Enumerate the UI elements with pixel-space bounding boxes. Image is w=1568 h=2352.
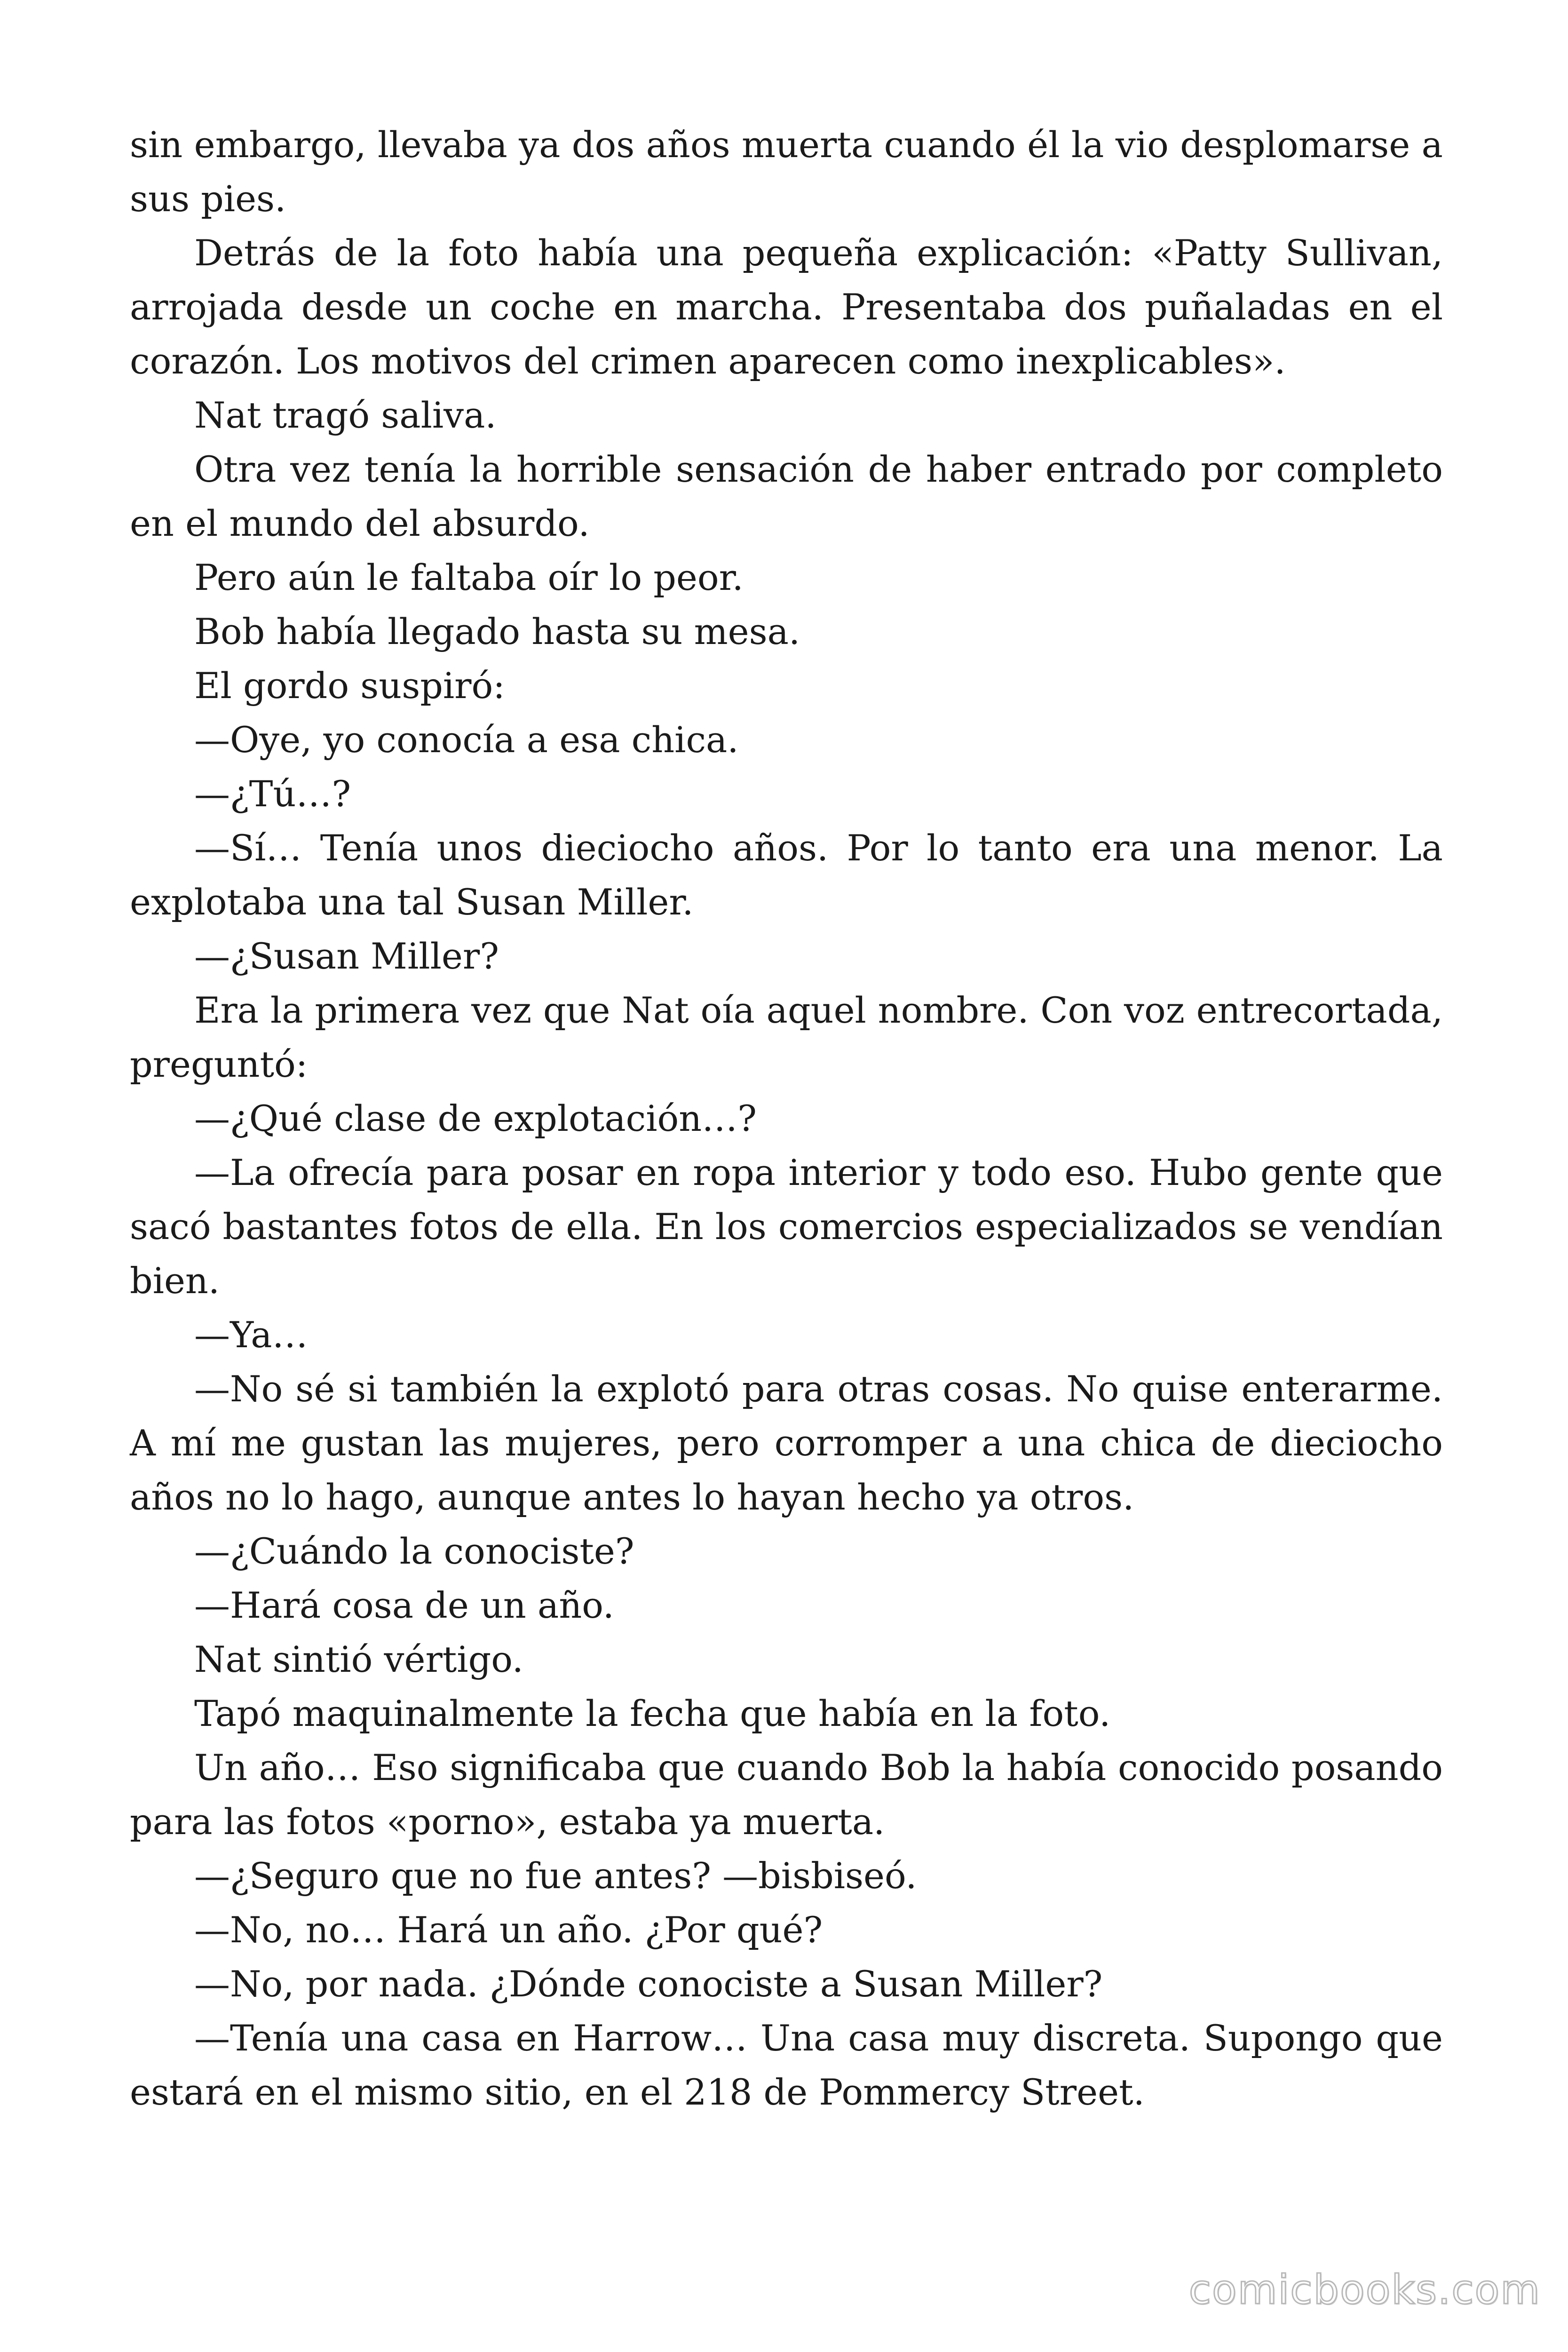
watermark: comicbooks.com (1188, 2266, 1541, 2313)
dialogue-line: —No, no… Hará un año. ¿Por qué? (194, 1909, 823, 1951)
paragraph: Pero aún le faltaba oír lo peor. (194, 556, 744, 598)
paragraph: Otra vez tenía la horrible sensación de haber entrado por completo en el mundo del absurdo. (130, 448, 1443, 544)
dialogue-line: —¿Tú…? (194, 773, 351, 815)
dialogue-line: —¿Cuándo la conociste? (194, 1530, 634, 1572)
paragraph: Tapó maquinalmente la fecha que había en la foto. (194, 1692, 1111, 1734)
dialogue-line: —No sé si también la explotó para otras cosas. No quise enterarme. A mí me gustan las mujeres, pero corromper a una chica de dieciocho años no lo hago, aunque antes lo hayan hecho ya otros. (130, 1368, 1443, 1518)
body-text (130, 118, 1443, 2119)
paragraph: Nat tragó saliva. (194, 394, 497, 436)
paragraph: Nat sintió vértigo. (194, 1638, 523, 1680)
dialogue-line: —Ya… (194, 1314, 308, 1356)
dialogue-line: —Sí… Tenía unos dieciocho años. Por lo tanto era una menor. La explotaba una tal Susan Miller. (130, 827, 1443, 923)
dialogue-line: —Oye, yo conocía a esa chica. (194, 719, 739, 761)
dialogue-line: —Tenía una casa en Harrow… Una casa muy discreta. Supongo que estará en el mismo sitio, en el 218 de Pommercy Street. (130, 2017, 1443, 2113)
dialogue-line: —No, por nada. ¿Dónde conociste a Susan Miller? (194, 1963, 1103, 2005)
paragraph: sin embargo, llevaba ya dos años muerta cuando él la vio desplomarse a sus pies. (130, 124, 1443, 220)
paragraph: Un año… Eso significaba que cuando Bob la había conocido posando para las fotos «porno», estaba ya muerta. (130, 1747, 1443, 1843)
dialogue-line: —La ofrecía para posar en ropa interior y todo eso. Hubo gente que sacó bastantes fotos de ella. En los comercios especializados se vendían bien. (130, 1152, 1443, 1302)
paragraph: Bob había llegado hasta su mesa. (194, 611, 800, 652)
dialogue-line: —¿Seguro que no fue antes? —bisbiseó. (194, 1855, 917, 1897)
dialogue-line: —¿Susan Miller? (194, 935, 499, 977)
dialogue-line: —Hará cosa de un año. (194, 1584, 614, 1626)
dialogue-line: —¿Qué clase de explotación…? (194, 1097, 757, 1139)
paragraph: El gordo suspiró: (194, 665, 505, 707)
paragraph: Detrás de la foto había una pequeña explicación: «Patty Sullivan, arrojada desde un coche en marcha. Presentaba dos puñaladas en el corazón. Los motivos del crimen aparecen como inexplicables». (130, 232, 1443, 382)
paragraph: Era la primera vez que Nat oía aquel nombre. Con voz entrecortada, preguntó: (130, 989, 1443, 1085)
